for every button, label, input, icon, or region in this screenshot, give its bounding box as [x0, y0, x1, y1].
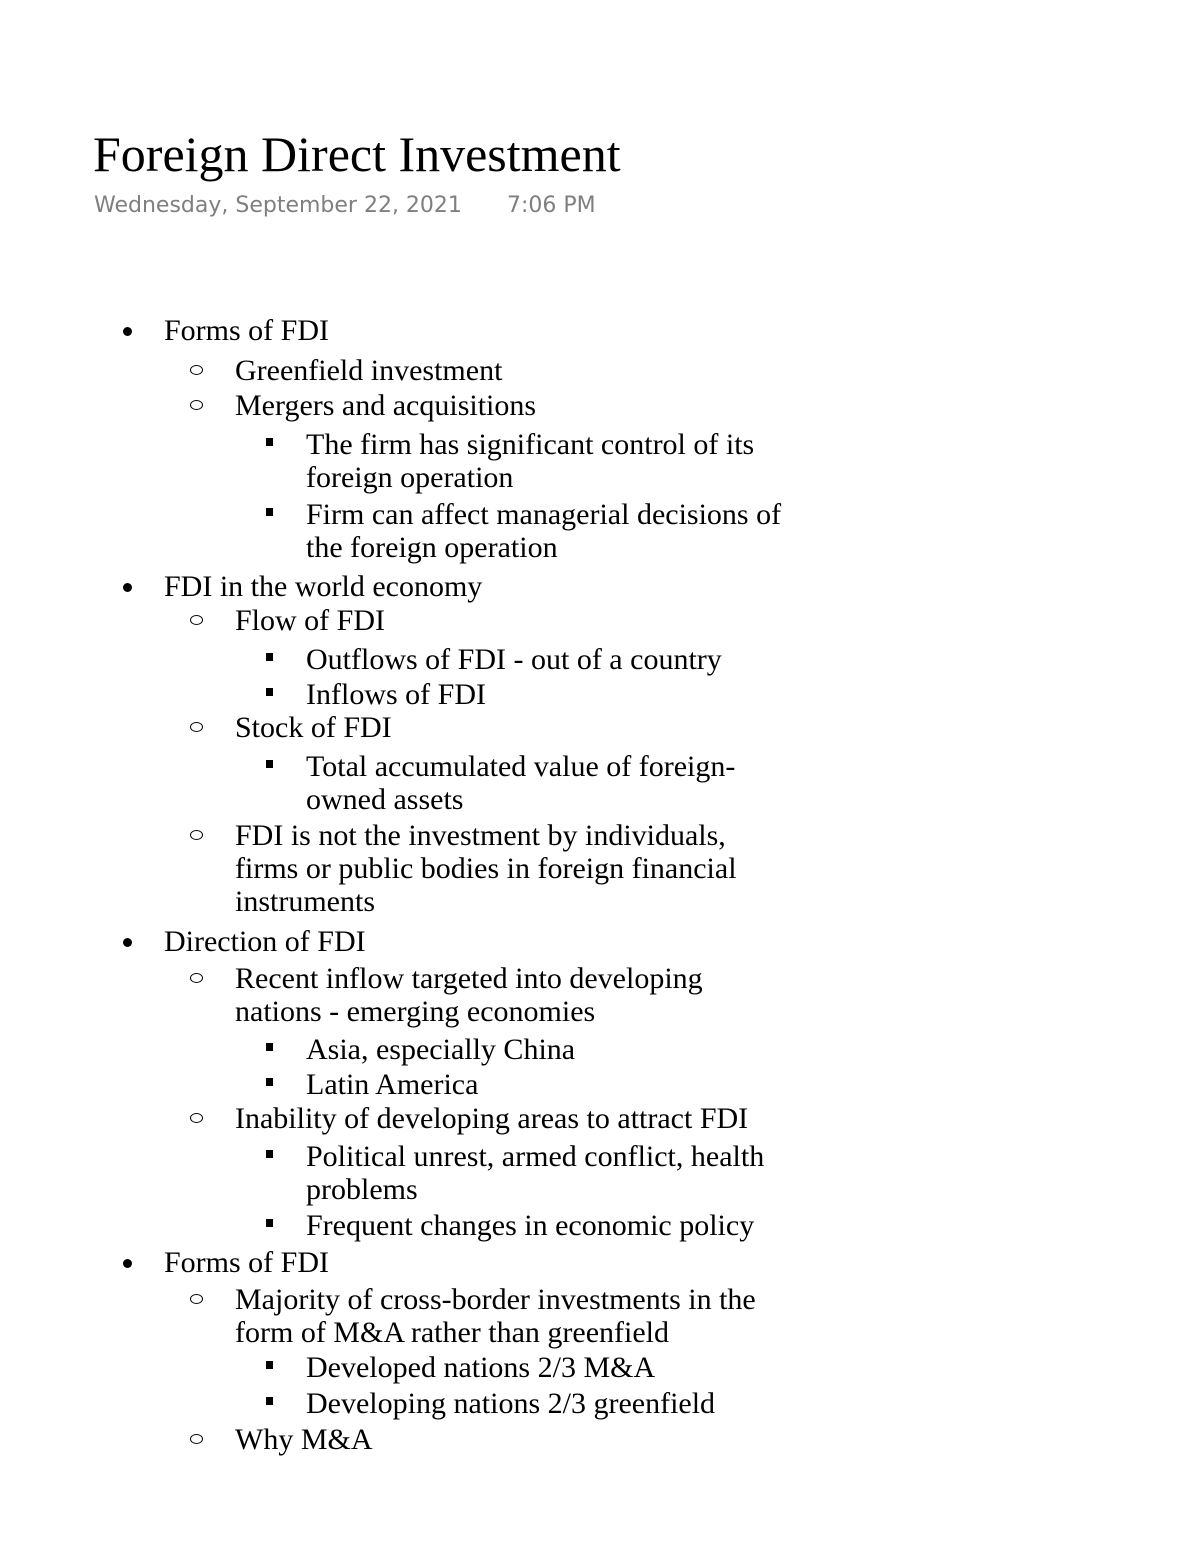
outline-item-text: Firm can affect managerial decisions of: [306, 498, 782, 531]
bullet-circle-icon: [190, 1434, 203, 1444]
outline-item-text: Forms of FDI: [164, 314, 330, 347]
bullet-dot-icon: [123, 938, 132, 947]
bullet-dot-icon: [123, 583, 132, 592]
bullet-circle-icon: [190, 400, 203, 410]
bullet-square-icon: [266, 760, 273, 768]
outline-item-level-2: [235, 604, 805, 637]
bullet-square-icon: [266, 1397, 273, 1405]
outline-item-text: Asia, especially China: [306, 1033, 576, 1066]
outline-item-text: problems: [306, 1173, 418, 1206]
outline-item-text: The firm has significant control of its: [306, 428, 755, 461]
outline-item-text: form of M&A rather than greenfield: [235, 1316, 670, 1349]
outline-item-text: Flow of FDI: [235, 604, 386, 637]
outline-item-level-3: [306, 1033, 806, 1066]
bullet-square-icon: [266, 1043, 273, 1051]
outline-item-level-1: [164, 314, 804, 347]
outline-item-text: firms or public bodies in foreign financial: [235, 852, 737, 885]
outline-item-level-3: [306, 498, 806, 564]
outline-item-level-2: [235, 354, 805, 387]
outline-item-level-2: [235, 1102, 805, 1135]
bullet-dot-icon: [123, 1259, 132, 1268]
outline-item-level-3: [306, 678, 806, 711]
bullet-circle-icon: [190, 1113, 203, 1123]
outline-item-level-3: [306, 1140, 806, 1206]
outline-item-text: Majority of cross-border investments in the: [235, 1283, 756, 1316]
outline-item-level-1: [164, 570, 804, 603]
bullet-square-icon: [266, 438, 273, 446]
page-date: Wednesday, September 22, 2021: [94, 193, 462, 218]
outline-item-level-1: [164, 1246, 804, 1279]
outline-item-level-2: [235, 1423, 805, 1456]
page-time: 7:06 PM: [507, 193, 596, 218]
outline-item-text: FDI is not the investment by individuals,: [235, 819, 726, 852]
outline-item-text: the foreign operation: [306, 531, 558, 564]
outline-item-level-3: [306, 1387, 806, 1420]
outline-item-text: Stock of FDI: [235, 711, 392, 744]
outline-item-level-3: [306, 1068, 806, 1101]
page-title: Foreign Direct Investment: [93, 126, 621, 182]
bullet-circle-icon: [190, 830, 203, 840]
outline-item-text: Greenfield investment: [235, 354, 503, 387]
outline-item-text: foreign operation: [306, 461, 514, 494]
bullet-square-icon: [266, 1361, 273, 1369]
bullet-square-icon: [266, 653, 273, 661]
bullet-circle-icon: [190, 615, 203, 625]
outline-item-text: Political unrest, armed conflict, health: [306, 1140, 765, 1173]
outline-item-text: Inflows of FDI: [306, 678, 486, 711]
outline-item-level-3: [306, 1351, 806, 1384]
bullet-circle-icon: [190, 1294, 203, 1304]
outline-item-text: Outflows of FDI - out of a country: [306, 643, 722, 676]
bullet-dot-icon: [123, 327, 132, 336]
outline-item-text: nations - emerging economies: [235, 995, 596, 1028]
bullet-square-icon: [266, 1219, 273, 1227]
outline-item-text: Total accumulated value of foreign-: [306, 750, 736, 783]
bullet-square-icon: [266, 1150, 273, 1158]
outline-item-level-1: [164, 925, 804, 958]
outline-item-text: Frequent changes in economic policy: [306, 1209, 755, 1242]
outline-item-level-2: [235, 819, 805, 918]
bullet-square-icon: [266, 1078, 273, 1086]
outline-item-level-3: [306, 750, 806, 816]
bullet-square-icon: [266, 508, 273, 516]
outline-item-text: Why M&A: [235, 1423, 373, 1456]
bullet-circle-icon: [190, 973, 203, 983]
outline-item-level-2: [235, 389, 805, 422]
bullet-circle-icon: [190, 365, 203, 375]
outline-item-text: Developed nations 2/3 M&A: [306, 1351, 656, 1384]
outline-item-level-3: [306, 643, 806, 676]
outline-item-text: Direction of FDI: [164, 925, 366, 958]
outline-item-text: Forms of FDI: [164, 1246, 330, 1279]
bullet-square-icon: [266, 688, 273, 696]
outline-item-level-2: [235, 962, 805, 1028]
outline-item-level-2: [235, 711, 805, 744]
outline-item-text: Mergers and acquisitions: [235, 389, 537, 422]
outline-item-text: Recent inflow targeted into developing: [235, 962, 703, 995]
outline-item-text: FDI in the world economy: [164, 570, 483, 603]
outline-item-level-2: [235, 1283, 805, 1349]
outline-item-text: instruments: [235, 885, 375, 918]
bullet-circle-icon: [190, 722, 203, 732]
outline-item-text: Developing nations 2/3 greenfield: [306, 1387, 716, 1420]
outline-item-text: Latin America: [306, 1068, 479, 1101]
outline-item-text: Inability of developing areas to attract FDI: [235, 1102, 749, 1135]
outline-item-level-3: [306, 1209, 806, 1242]
outline-item-level-3: [306, 428, 806, 494]
outline-item-text: owned assets: [306, 783, 464, 816]
